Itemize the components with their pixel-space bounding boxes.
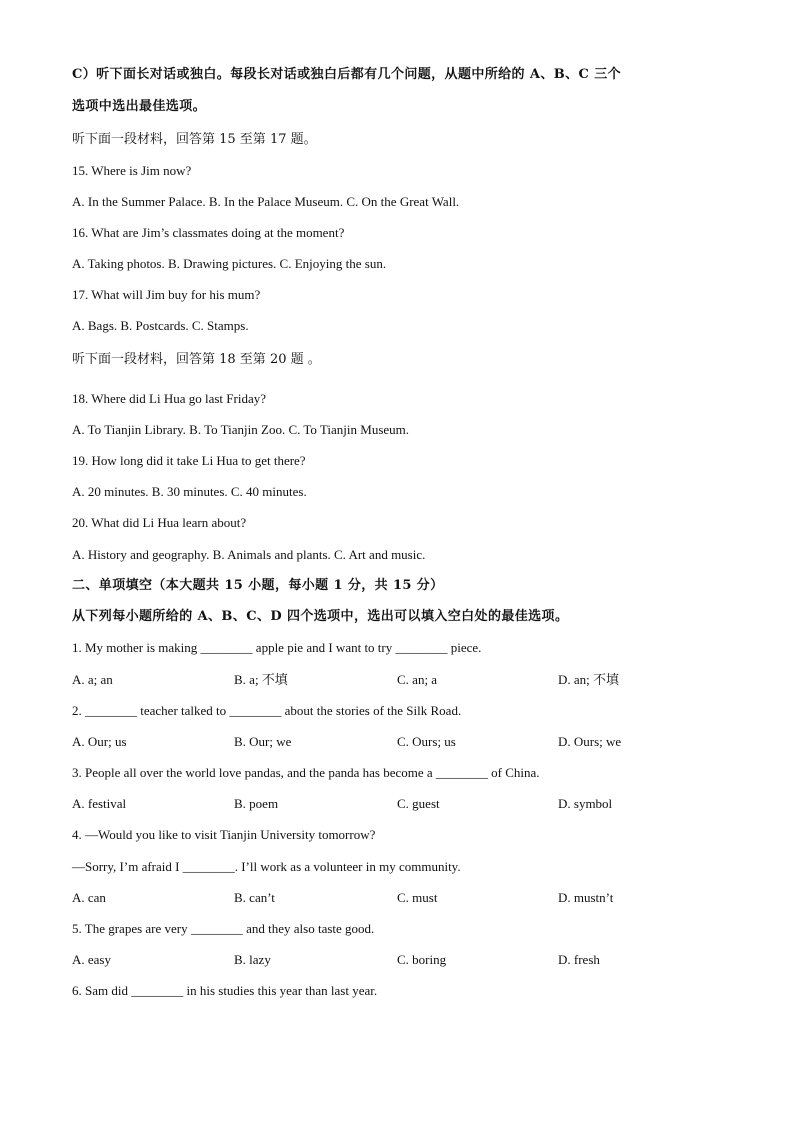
mc-question-3-option-c: C. guest	[397, 796, 440, 811]
mc-question-3: 3. People all over the world love pandas, and the panda has become a ________ of China.	[72, 765, 540, 780]
mc-question-2-option-b: B. Our; we	[234, 734, 292, 749]
question-16-options: A. Taking photos. B. Drawing pictures. C. Enjoying the sun.	[72, 256, 387, 271]
mc-question-2-option-d: D. Ours; we	[558, 734, 622, 749]
question-17-options: A. Bags. B. Postcards. C. Stamps.	[72, 318, 249, 333]
mc-question-4-option-c: C. must	[397, 890, 438, 905]
question-19-options: A. 20 minutes. B. 30 minutes. C. 40 minutes.	[72, 484, 307, 499]
question-20-options: A. History and geography. B. Animals and plants. C. Art and music.	[72, 547, 426, 562]
question-18-options: A. To Tianjin Library. B. To Tianjin Zoo. C. To Tianjin Museum.	[72, 422, 410, 437]
question-18: 18. Where did Li Hua go last Friday?	[72, 391, 266, 406]
mc-question-4-option-b: B. can’t	[234, 890, 275, 905]
mc-question-3-option-d: D. symbol	[558, 796, 613, 811]
mc-question-1-option-d: D. an; 不填	[558, 672, 620, 687]
mc-question-5-option-b: B. lazy	[234, 952, 271, 967]
mc-question-4-option-a: A. can	[72, 890, 106, 905]
question-16: 16. What are Jim’s classmates doing at the moment?	[72, 225, 345, 240]
mc-question-1-option-c: C. an; a	[397, 672, 438, 687]
material-instruction-1: 听下面一段材料，回答第 15 至第 17 题。	[72, 132, 317, 147]
section-c-heading-line1: C）听下面长对话或独白。每段长对话或独白后都有几个问题，从题中所给的 A、B、C 三个	[72, 67, 622, 82]
mc-question-4-option-d: D. mustn’t	[558, 890, 614, 905]
mc-question-1-option-b: B. a; 不填	[234, 672, 288, 687]
mc-question-3-option-a: A. festival	[72, 796, 127, 811]
mc-question-4: 4. —Would you like to visit Tianjin University tomorrow?	[72, 827, 376, 842]
mc-question-5: 5. The grapes are very ________ and they also taste good.	[72, 921, 375, 936]
question-20: 20. What did Li Hua learn about?	[72, 515, 247, 530]
mc-question-1: 1. My mother is making ________ apple pie and I want to try ________ piece.	[72, 640, 482, 655]
material-instruction-2: 听下面一段材料，回答第 18 至第 20 题 。	[72, 352, 321, 367]
mc-question-2: 2. ________ teacher talked to ________ about the stories of the Silk Road.	[72, 703, 462, 718]
question-15-options: A. In the Summer Palace. B. In the Palace Museum. C. On the Great Wall.	[72, 194, 460, 209]
mc-question-2-option-c: C. Ours; us	[397, 734, 456, 749]
section-2-instruction: 从下列每小题所给的 A、B、C、D 四个选项中，选出可以填入空白处的最佳选项。	[72, 609, 569, 624]
mc-question-5-option-d: D. fresh	[558, 952, 600, 967]
question-17: 17. What will Jim buy for his mum?	[72, 287, 261, 302]
mc-question-1-option-a: A. a; an	[72, 672, 113, 687]
section-c-heading-line2: 选项中选出最佳选项。	[72, 99, 207, 114]
question-15: 15. Where is Jim now?	[72, 163, 192, 178]
mc-question-5-option-a: A. easy	[72, 952, 111, 967]
section-2-heading: 二、单项填空（本大题共 15 小题，每小题 1 分，共 15 分）	[72, 578, 444, 593]
mc-question-3-option-b: B. poem	[234, 796, 279, 811]
mc-question-4-reply: —Sorry, I’m afraid I ________. I’ll work as a volunteer in my community.	[72, 859, 461, 874]
mc-question-6: 6. Sam did ________ in his studies this year than last year.	[72, 983, 378, 998]
mc-question-2-option-a: A. Our; us	[72, 734, 127, 749]
question-19: 19. How long did it take Li Hua to get there?	[72, 453, 306, 468]
mc-question-5-option-c: C. boring	[397, 952, 447, 967]
